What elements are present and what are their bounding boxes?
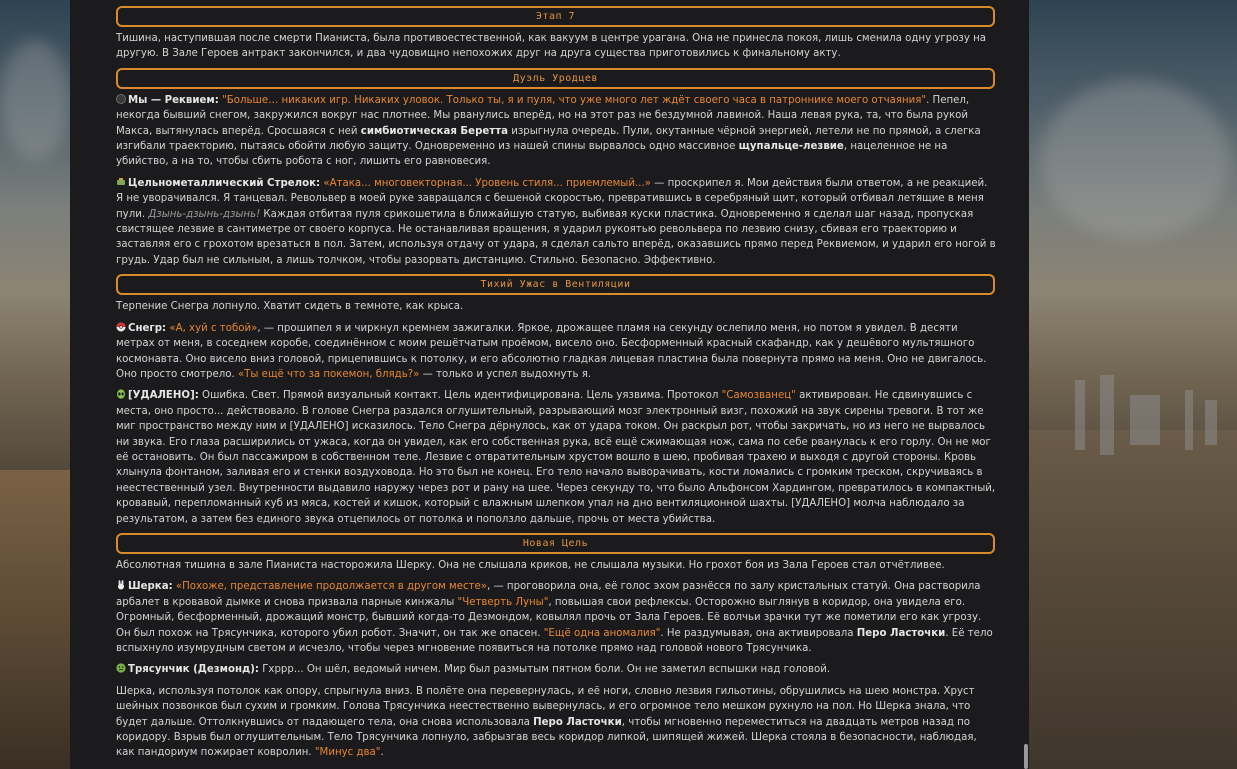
text: Каждая отбитая пуля срикошетила в ближайшую статую, выбивая куски пластика. Одновременно я сделал шаг назад, пропуская свистящее лезвие в сантиметре от своего корпуса. Не останавливая вращения, я ударил рукоятью револьвера по лезвию снизу, сбивая его траекторию и заставляя его с грохотом врезаться в пол. Затем, используя отдачу от удара, я сделал сальто вперёд, оказавшись прямо перед Реквиемом, и ударил его ногой в грудь. Удар был не сильным, а лишь толчком, чтобы разорвать дистанцию. Стильно. Безопасно. Эффективно.: [116, 208, 996, 266]
dialogue-quote: "Ещё одна аномалия": [543, 627, 661, 639]
paragraph-redacted: [116, 388, 996, 527]
paragraph: Тишина, наступившая после смерти Пианиста, была противоестественной, как вакуум в центре урагана. Она не принесла покоя, лишь сменила одну угрозу на другую. В Зале Героев антракт закончился, и два чудовищно непохожих друг на друга существа приготовились к финальному акту.: [116, 33, 987, 60]
section-header-duel: Дуэль Уродцев: [116, 68, 995, 89]
cloud: [0, 40, 70, 160]
black-circle-icon: [116, 94, 126, 104]
section-header-stage7: Этап 7: [116, 6, 995, 27]
paragraph: Терпение Снегра лопнуло. Хватит сидеть в темноте, как крыса.: [116, 301, 464, 313]
dialogue-quote: «Похоже, представление продолжается в другом месте»: [175, 581, 488, 593]
rock-spire: [1185, 390, 1193, 450]
rock-spire: [1100, 375, 1114, 455]
speaker-name: Шерка:: [128, 581, 173, 593]
chat-panel: [70, 0, 1029, 769]
paragraph-snegr: [116, 321, 996, 383]
bold-term: Перо Ласточки: [856, 627, 946, 639]
text: , — проговорила она, её голос эхом разнёсся по залу кристальных статуй. Она растворила арбалет в кровавой дымке и снова призвала парные кинжалы: [116, 581, 981, 608]
text: , — прошипел я и чиркнул кремнем зажигалки. Яркое, дрожащее пламя на секунду ослепило меня, но потом я увидел. В десяти метрах от меня, в соседнем коробе, соединённом с моим решётчатым проёмом, висело оно. Бесформенный красный скафандр, как у дешёвого мультяшного космонавта. Оно висело вниз головой, прицепившись к потолку, и его абсолютно гладкая лицевая пластина была повернута прямо на меня. Оно не двигалось. Оно просто смотрело.: [116, 322, 987, 380]
speaker-name: [УДАЛЕНО]:: [128, 390, 199, 402]
ground-right: [1029, 430, 1237, 769]
text: — только и успел выдохнуть я.: [419, 368, 592, 380]
speaker-name: Цельнометаллический Стрелок:: [128, 177, 321, 189]
text: , повышая свои рефлексы. Осторожно выглянув в коридор, она увидела его. Огромный, бесформенный, дрожащий монстр, бывший когда-то Дезмондом, ковылял прочь от Зала Героев. Её волчьи зрачки тут же пометили его как угрозу. Он был похож на Трясунчика, которого убил робот. Значит, он так же опасен.: [116, 596, 982, 639]
rock-spire: [1205, 400, 1217, 445]
text: Шерка, используя потолок как опору, спрыгнула вниз. В полёте она перевернулась, и её ноги, словно лезвия гильотины, обрушились на шею монстра. Хруст шейных позвонков был сухим и громким. Голова Трясунчика неестественно вывернулась, и его огромное тело мешком рухнуло на пол. Но Шерка знала, что будет дальше. Оттолкнувшись от падающего тела, она снова использовала: [116, 685, 975, 728]
text: .: [380, 747, 384, 759]
paragraph-sherka: [116, 579, 996, 656]
speaker-name: Снегр:: [128, 322, 167, 334]
text: Гхррр... Он шёл, ведомый ничем. Мир был размытым пятном боли. Он не заметил вспышки над головой.: [258, 664, 831, 676]
dunes-left: [0, 470, 70, 769]
text: , чтобы мгновенно переместиться на двадцать метров назад по коридору. Взрыв был оглушительным. Тело Трясунчика лопнуло, забрызгав весь коридор липкой, шипящей жижей. Шерка стояла в безопасности, наблюдая, как пандориум пожирает ковролин.: [116, 716, 977, 759]
alien-icon: [116, 389, 126, 399]
paragraph-requiem: [116, 93, 996, 170]
text: — проскрипел я. Мои действия были ответом, а не реакцией. Я не уворачивался. Я танцевал. Револьвер в моей руке завращался с бешеной скоростью, превратившись в серебряный щит, который отбивал летящие в меня пули.: [116, 177, 988, 220]
pokeball-icon: [116, 322, 126, 332]
section-header-goal: Новая Цель: [116, 533, 995, 554]
text: . Её тело вспыхнуло изумрудным светом и исчезло, чтобы через мгновение появиться на потолке прямо над головой нового Трясунчика.: [116, 627, 993, 654]
dialogue-quote: "Минус два": [314, 747, 381, 759]
dialogue-quote: "Самозванец": [721, 390, 796, 402]
dialogue-quote: "Больше… никаких игр. Никаких уловок. Только ты, я и пуля, что уже много лет ждёт своего часа в патроннике моего отчаяния": [222, 94, 927, 106]
paragraph-finale: [116, 684, 996, 761]
speaker-name: Трясунчик (Дезмонд):: [128, 664, 259, 676]
text: , нацеленное не на убийство, а на то, чтобы сбить робота с ног, лишить его равновесия.: [116, 141, 948, 168]
text: . Не раздумывая, она активировала: [660, 627, 857, 639]
rock-spire: [1130, 395, 1160, 445]
sound-effect: Дзынь-дзынь-дзынь!: [148, 208, 261, 220]
bold-term: щупальце-лезвие: [738, 141, 844, 153]
scrollbar-thumb[interactable]: [1024, 744, 1028, 769]
text: изрыгнула очередь. Пули, окутанные чёрной энергией, летели не по прямой, а слегка изгибали траекторию, пытаясь обойти любую защиту. Одновременно из нашей спины вырвалось одно массивное: [116, 125, 981, 153]
sick-face-icon: [116, 663, 126, 673]
paragraph: Абсолютная тишина в зале Пианиста насторожила Шерку. Она не слышала криков, не слышала музыки. Но грохот боя из Зала Героев стал отчётливее.: [116, 559, 945, 571]
rabbit-icon: [116, 580, 126, 590]
paragraph-tryasunchik: [116, 662, 996, 677]
dialogue-quote: «Ты ещё что за покемон, блядь?»: [237, 368, 420, 380]
text: активирован. Не сдвинувшись с места, оно просто... действовало. В голове Снегра раздался оглушительный, разрывающий мозг электронный визг, похожий на звук сирены тревоги. В тот же миг пространство между ним и [УДАЛЕНО] исказилось. Тело Снегра дёрнулось, как от удара током. Он раскрыл рот, чтобы закричать, но из него не вырвалось ни звука. Его глаза расширились от ужаса, когда он увидел, как его собственная рука, всё ещё сжимающая нож, сама по себе рванулась к его горлу. Он не мог её остановить. Он был пассажиром в собственном теле. Лезвие с отвратительным хрустом вошло в шею, пробивая трахею и выходя с другой стороны. Кровь хлынула фонтаном, заливая его и стенки воздуховода. Но это был не конец. Его тело начало выворачивать, кости ломались с громким треском, скручиваясь в неестественный узел. Внутренности выдавило наружу через рот и рану на шее. Через секунду то, что было Альфонсом Хардингом, превратилось в компактный, кровавый, перепломанный куб из мяса, костей и кишок, который с влажным шлепком упал на дно вентиляционной шахты. [УДАЛЕНО] молча наблюдало за результатом, а затем без единого звука отцепилось от потолка и поползло дальше, прочь от места убийства.: [116, 390, 996, 525]
dialogue-quote: «Атака... многовекторная... Уровень стиля... приемлемый...»: [323, 177, 651, 189]
robot-icon: [116, 177, 126, 187]
text: Ошибка. Свет. Прямой визуальный контакт. Цель идентифицирована. Цель уязвима. Протокол: [198, 390, 722, 402]
section-header-vent: Тихий Ужас в Вентиляции: [116, 274, 995, 295]
bold-term: симбиотическая Беретта: [360, 125, 508, 137]
paragraph-gunslinger: [116, 176, 996, 268]
speaker-name: Мы — Реквием:: [128, 94, 219, 106]
scrollbar-track[interactable]: [1023, 0, 1029, 769]
dialogue-quote: «А, хуй с тобой»: [169, 322, 258, 334]
dialogue-quote: "Четверть Луны": [457, 596, 549, 608]
bold-term: Перо Ласточки: [533, 716, 622, 728]
story-content: [116, 0, 996, 767]
cloud: [1040, 80, 1230, 240]
rock-spire: [1075, 380, 1085, 450]
text: . Пепел, некогда бывший снегом, закружился вокруг нас плотнее. Мы рванулись вперёд, но на этот раз не бездумной лавиной. Наша левая рука, та, что была рукой Макса, вытянулась вперёд. Сросшаяся с ней: [116, 94, 970, 137]
